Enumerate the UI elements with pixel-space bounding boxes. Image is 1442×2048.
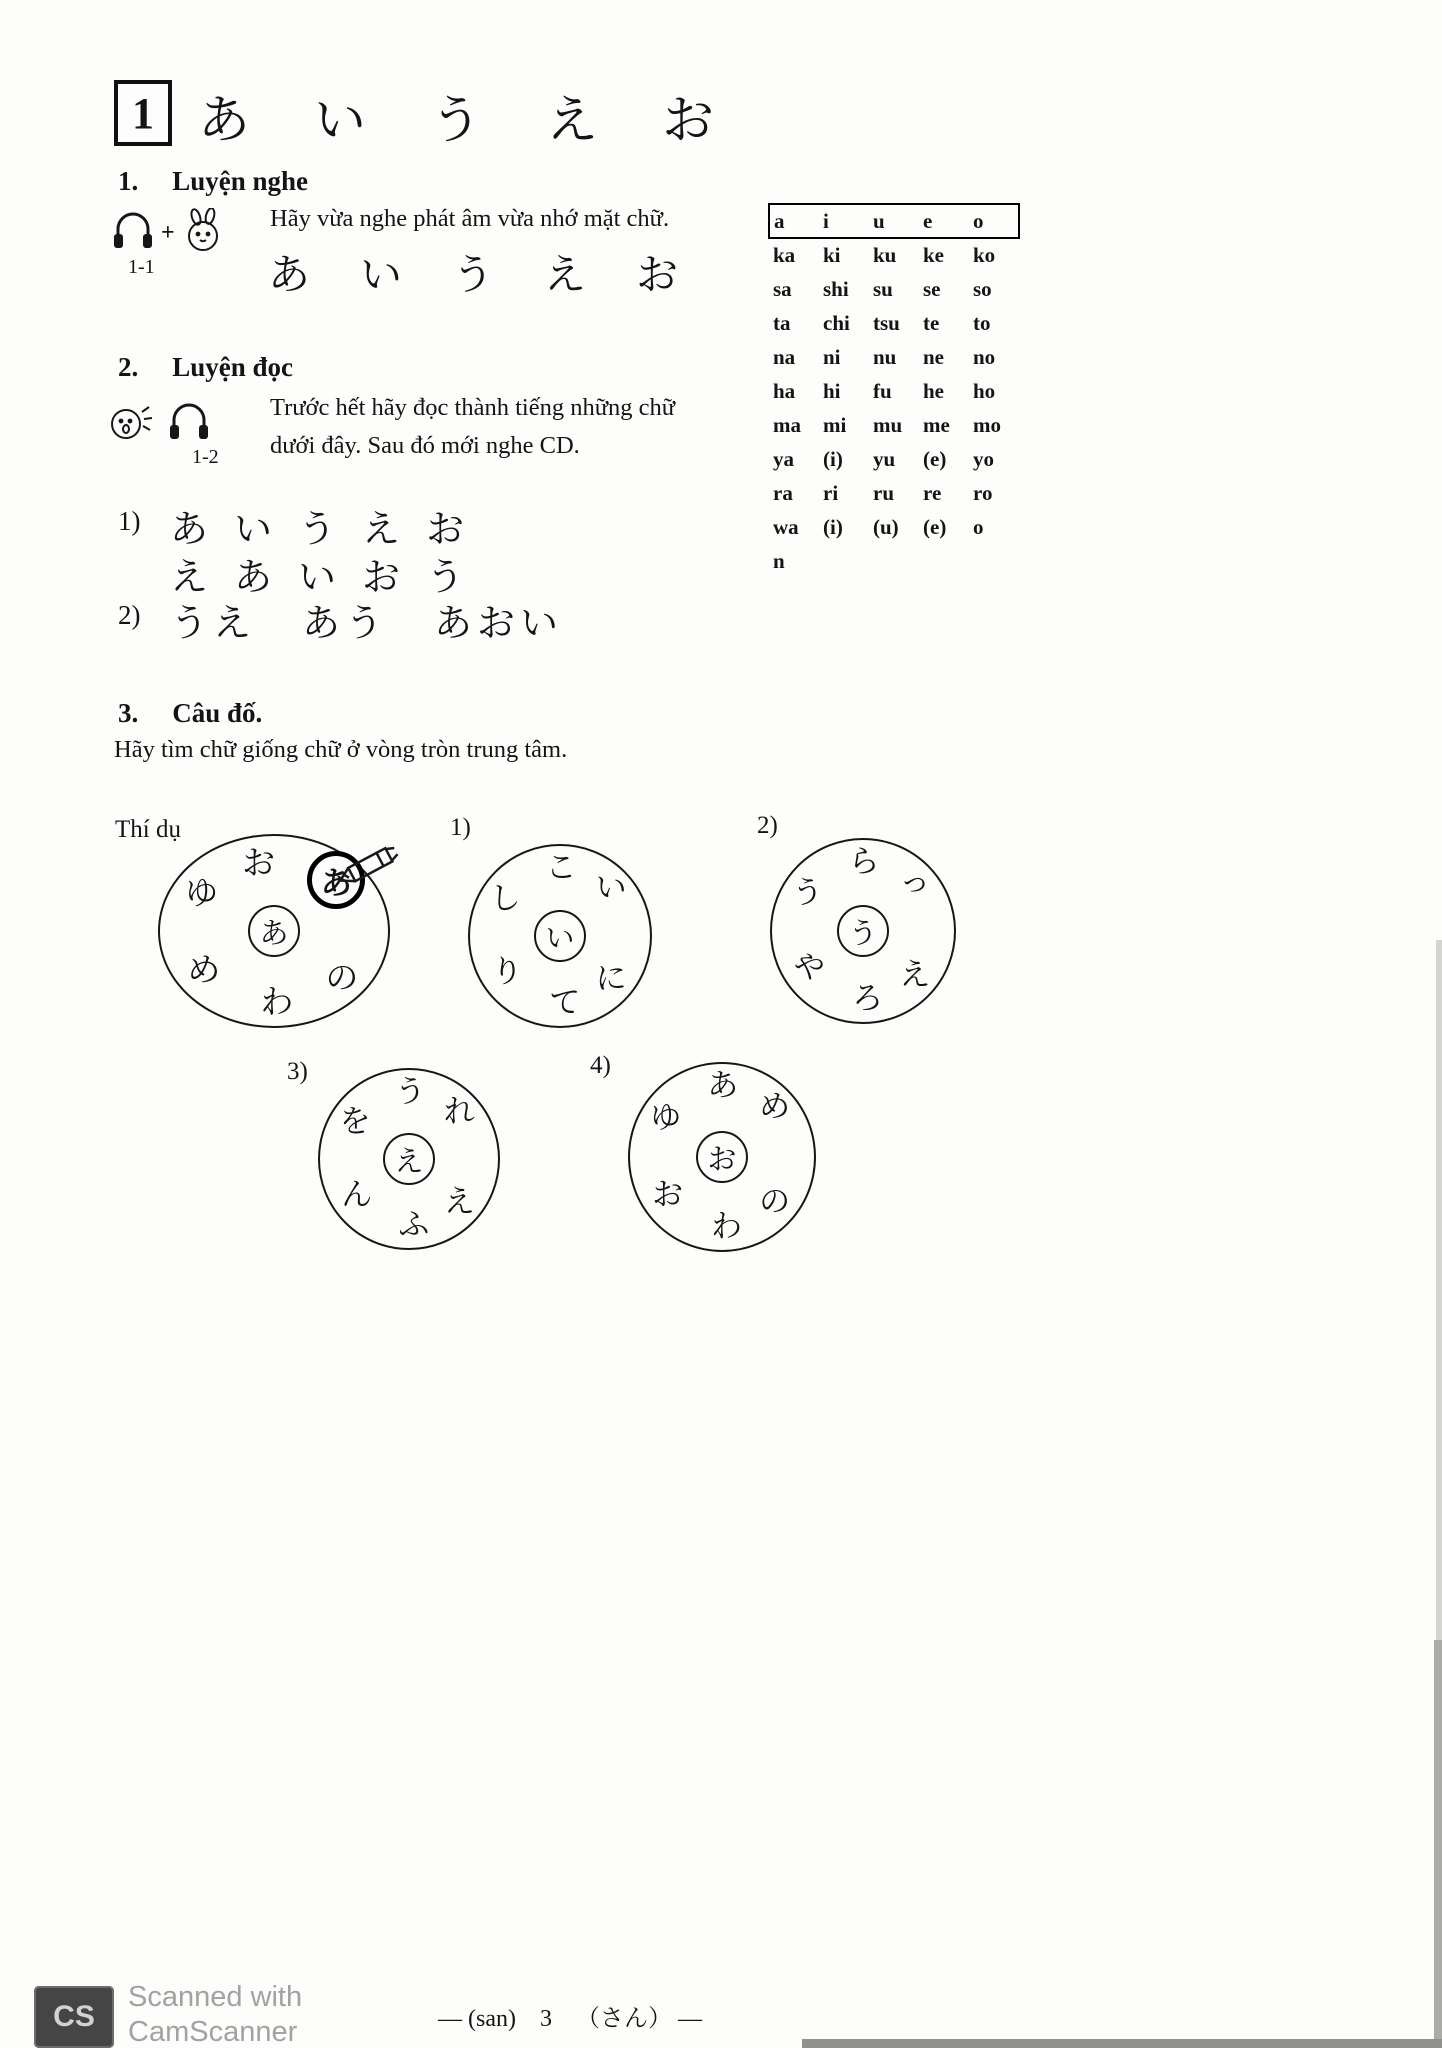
ring-char: い (595, 870, 627, 906)
syllabary-cell: he (923, 378, 944, 403)
lesson-number: 1 (132, 88, 154, 138)
syllabary-header-cell: u (869, 204, 919, 238)
section1-heading (118, 166, 308, 197)
syllabary-cell: n (773, 548, 785, 573)
syllabary-header-row (769, 204, 1019, 238)
section2-number: 2. (118, 352, 139, 382)
speaking-face-icon (106, 398, 156, 451)
kana-group: うえ (170, 601, 257, 645)
syllabary-cell: te (923, 310, 940, 335)
syllabary-cell: ro (973, 480, 993, 505)
kana-char: う (426, 555, 465, 599)
ring-char: あ (320, 865, 352, 902)
syllabary-cell: yu (873, 446, 896, 471)
syllabary-cell: mo (973, 412, 1001, 437)
syllabary-row (769, 306, 1019, 340)
track-label-1-2: 1-2 (192, 446, 219, 468)
ring-char: う (792, 875, 824, 912)
section2-icons (106, 398, 212, 451)
ring-char: え (443, 1183, 475, 1220)
kana-char: え (544, 250, 587, 299)
syllabary-cell: so (973, 276, 992, 301)
syllabary-cell (869, 544, 919, 578)
kana-char: う (298, 507, 337, 551)
puzzle-circle-4 (628, 1062, 816, 1252)
syllabary-cell: me (923, 412, 950, 437)
syllabary-cell: yo (973, 446, 994, 471)
syllabary-cell: ha (773, 378, 796, 403)
syllabary-row (769, 272, 1019, 306)
center-char: え (383, 1133, 435, 1185)
section2-instruction-line1: Trước hết hãy đọc thành tiếng những chữ (270, 394, 676, 421)
syllabary-row (769, 476, 1019, 510)
section2-instruction-line2: dưới đây. Sau đó mới nghe CD. (270, 432, 580, 459)
syllabary-cell: fu (873, 378, 892, 403)
syllabary-row (769, 408, 1019, 442)
kana-char: え (170, 555, 209, 599)
syllabary-table (768, 203, 1020, 578)
section1-icons (110, 208, 226, 259)
exercise1-line1 (170, 498, 464, 553)
kana-char: お (426, 507, 465, 551)
syllabary-row (769, 238, 1019, 272)
syllabary-row (769, 374, 1019, 408)
syllabary-cell: mi (823, 412, 847, 437)
syllabary-cell: ri (823, 480, 839, 505)
ring-char: り (491, 954, 523, 991)
section2-title: Luyện đọc (172, 352, 294, 382)
ring-char: て (549, 984, 581, 1021)
section3-heading (118, 698, 262, 729)
camscanner-line2: CamScanner (128, 2016, 298, 2048)
syllabary-cell: shi (823, 276, 849, 301)
kana-char: あ (234, 555, 273, 599)
syllabary-cell: (i) (823, 514, 843, 539)
kana-char: あ (170, 507, 209, 551)
syllabary-cell: ka (773, 243, 796, 267)
syllabary-cell: ko (973, 243, 996, 267)
syllabary-cell: (e) (923, 446, 947, 471)
syllabary-cell: nu (873, 344, 897, 369)
syllabary-cell: (u) (873, 514, 899, 539)
syllabary-row (769, 340, 1019, 374)
rabbit-icon (180, 208, 226, 259)
kana-char: う (452, 250, 495, 299)
center-char: い (534, 910, 586, 962)
kana-char: え (546, 91, 599, 151)
syllabary-cell: to (973, 310, 991, 335)
pencil-icon (332, 836, 410, 901)
syllabary-cell (969, 544, 1019, 578)
syllabary-cell: ya (773, 446, 794, 471)
syllabary-row (769, 544, 1019, 578)
section1-kana-row (268, 242, 678, 302)
syllabary-cell: hi (823, 378, 841, 403)
ring-char: あ (707, 1068, 739, 1105)
syllabary-cell: se (923, 276, 941, 301)
kana-char: お (636, 250, 679, 299)
kana-char: お (362, 555, 401, 599)
ring-char: ら (848, 844, 880, 881)
headphones-icon (110, 211, 156, 256)
syllabary-cell: ra (773, 480, 793, 505)
scan-edge-shadow (1436, 940, 1442, 1640)
kana-group: あう (302, 601, 389, 645)
kana-group: あおい (434, 601, 564, 645)
ring-char: に (595, 961, 627, 998)
syllabary-cell: ku (873, 243, 897, 267)
section2-heading (118, 352, 293, 383)
section1-number: 1. (118, 166, 139, 196)
section3-number: 3. (118, 698, 139, 728)
kana-char: お (662, 91, 715, 151)
syllabary-cell: (i) (823, 446, 843, 471)
puzzle-circle-3 (318, 1068, 500, 1250)
syllabary-cell: o (973, 514, 984, 539)
syllabary-cell: mu (873, 412, 903, 437)
syllabary-cell: ta (773, 310, 791, 335)
syllabary-cell: ru (873, 480, 894, 505)
syllabary-cell: na (773, 344, 796, 369)
puzzle-circle-1 (468, 844, 652, 1028)
ring-char: ん (341, 1176, 373, 1213)
track-label-1-1: 1-1 (128, 256, 155, 278)
page-number-footer: — (san) 3 （さん） — (438, 2006, 702, 2032)
headphones-icon (166, 402, 212, 447)
puzzle-label-4: 4) (590, 1052, 611, 1079)
ring-char: や (793, 949, 825, 986)
ring-char: お (242, 842, 276, 882)
kana-char: い (234, 507, 273, 551)
scan-edge-shadow (802, 2039, 1442, 2048)
ring-char: ゆ (650, 1100, 682, 1137)
lesson-title (198, 78, 714, 153)
puzzle-label-2: 2) (757, 812, 778, 839)
camscanner-line1: Scanned with (128, 1981, 303, 2013)
syllabary-cell: sa (773, 276, 792, 301)
syllabary-row (769, 510, 1019, 544)
syllabary-cell (919, 544, 969, 578)
camscanner-logo-text: CS (53, 2000, 95, 2033)
ring-char: っ (899, 864, 931, 901)
exercise1-label: 1) (118, 506, 141, 536)
syllabary-cell: ne (923, 344, 944, 369)
ring-char: ゆ (185, 872, 219, 912)
center-char: あ (248, 905, 300, 957)
ring-char: め (187, 950, 221, 990)
kana-char: え (362, 507, 401, 551)
section3-instruction: Hãy tìm chữ giống chữ ở vòng tròn trung tâm. (114, 736, 568, 763)
syllabary-header-cell: o (969, 204, 1019, 238)
ring-char: ろ (852, 980, 884, 1017)
kana-char: あ (268, 250, 311, 299)
syllabary-cell: tsu (873, 310, 900, 335)
ring-char: の (325, 957, 359, 997)
syllabary-cell: ho (973, 378, 996, 403)
kana-char: う (430, 91, 483, 151)
section1-title: Luyện nghe (172, 166, 309, 196)
scan-edge-shadow (1434, 1640, 1442, 2048)
ring-char: わ (260, 982, 294, 1022)
ring-char: わ (710, 1208, 742, 1245)
exercise2-label: 2) (118, 600, 141, 630)
syllabary-cell: ma (773, 412, 801, 437)
syllabary-row (769, 442, 1019, 476)
syllabary-header-cell: i (819, 204, 869, 238)
kana-char: い (314, 91, 367, 151)
ring-char: お (652, 1176, 684, 1213)
kana-char: い (298, 555, 337, 599)
ring-char: れ (443, 1093, 475, 1130)
syllabary-cell: ke (923, 243, 944, 267)
ring-char: こ (545, 850, 577, 887)
exercise2-line (170, 592, 563, 647)
syllabary-header-cell: a (769, 204, 819, 238)
ring-char: う (394, 1074, 426, 1111)
center-char: お (696, 1131, 748, 1183)
plus-sign: + (161, 220, 175, 246)
syllabary-cell: ki (823, 243, 841, 267)
center-char: う (837, 905, 889, 957)
syllabary-header-cell: e (919, 204, 969, 238)
lesson-number-box (114, 80, 172, 146)
syllabary-cell: no (973, 344, 996, 369)
syllabary-cell: ni (823, 344, 841, 369)
syllabary-cell: chi (823, 310, 850, 335)
syllabary-cell: (e) (923, 514, 947, 539)
section3-title: Câu đố. (172, 698, 263, 728)
syllabary-cell: su (873, 276, 893, 301)
syllabary-cell: wa (773, 514, 799, 539)
ring-char: を (339, 1104, 371, 1141)
ring-char: の (759, 1184, 791, 1221)
ring-char: し (489, 880, 521, 917)
puzzle-circle-2 (770, 838, 956, 1024)
ring-char: め (759, 1088, 791, 1125)
kana-char: あ (198, 91, 251, 151)
ring-char: ふ (398, 1206, 430, 1243)
puzzle-label-3: 3) (287, 1058, 308, 1085)
syllabary-cell: re (923, 480, 942, 505)
section1-instruction: Hãy vừa nghe phát âm vừa nhớ mặt chữ. (270, 205, 670, 232)
ring-char: え (899, 957, 931, 994)
puzzle-label-1: 1) (450, 814, 471, 841)
puzzle-label-example: Thí dụ (115, 816, 181, 843)
syllabary-cell (819, 544, 869, 578)
kana-char: い (360, 250, 403, 299)
